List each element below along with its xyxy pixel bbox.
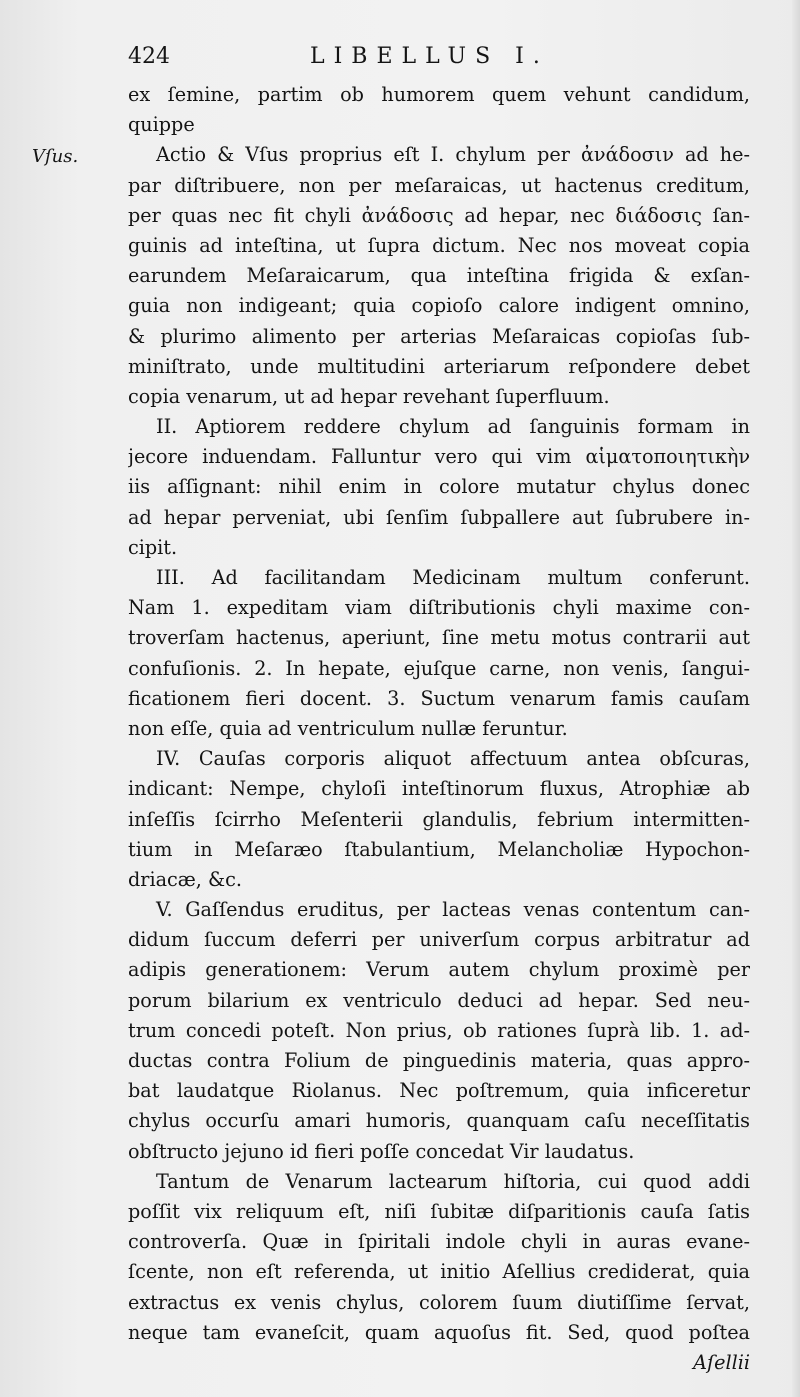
text-line: V. Gaſſendus eruditus, per lacteas venas contentum can- [156,898,750,922]
text-line: & plurimo alimento per arterias Meſaraicas copioſas ſub- [128,324,750,348]
text-line: controverſa. Quæ in ſpiritali indole chyli in auras evane- [128,1230,750,1254]
text-line: extractus ex venis chylus, colorem ſuum diutiſſime ſervat, [128,1290,750,1314]
text-line: guinis ad inteſtina, ut ſupra dictum. Nec nos moveat copia [128,233,750,257]
text-line: didum ſuccum deferri per univerſum corpus arbitratur ad [128,928,750,952]
text-line: porum bilarium ex ventriculo deduci ad hepar. Sed neu- [128,988,750,1012]
text-line: quippe [128,113,195,137]
text-line: earundem Meſaraicarum, qua inteſtina frigida & exſan- [128,264,750,288]
text-line: per quas nec fit chyli ἀνάδοσις ad hepar, nec διάδοσις ſan- [128,203,750,227]
page-edge [792,0,800,1397]
text-line: Tantum de Venarum lactearum hiſtoria, cui quod addi [156,1169,750,1193]
text-line: jecore induendam. Falluntur vero qui vim αἱματοποιητικὴν [128,445,750,469]
text-line: obſtructo jejuno id fieri poſſe concedat Vir laudatus. [128,1139,635,1163]
margin-note: Vſus. [32,146,79,167]
text-line: bat laudatque Riolanus. Nec poſtremum, quia inficeretur [128,1079,750,1103]
text-line: confuſionis. 2. In hepate, ejuſque carne, non venis, ſangui- [128,656,750,680]
text-line: ſcente, non eſt referenda, ut initio Aſellius crediderat, quia [128,1260,750,1284]
text-line: II. Aptiorem reddere chylum ad ſanguinis formam in [156,415,750,439]
text-line: Actio & Vſus proprius eſt I. chylum per ἀνάδοσιν ad he- [156,143,750,167]
text-line: ductas contra Folium de pinguedinis materia, quas appro- [128,1049,750,1072]
text-line: poſſit vix reliquum eſt, niſi ſubitæ diſparitionis cauſa ſatis [128,1199,750,1223]
text-line: driacæ, &c. [128,867,242,891]
text-line: neque tam evaneſcit, quam aquoſus fit. Sed, quod poſtea [128,1320,750,1344]
text-line: ficationem fieri docent. 3. Suctum venarum famis cauſam [128,686,750,710]
text-line: adipis generationem: Verum autem chylum proximè per [128,958,750,982]
text-line: ad hepar perveniat, ubi ſenſim ſubpallere aut ſubrubere in- [128,505,750,529]
text-line: III. Ad facilitandam Medicinam multum conferunt. [156,566,750,589]
text-line: indicant: Nempe, chyloſi inteſtinorum fluxus, Atrophiæ ab [128,777,750,801]
text-line: troverſam hactenus, aperiunt, ſine metu motus contrarii aut [128,626,750,650]
text-line: par diſtribuere, non per meſaraicas, ut hactenus creditum, [128,173,750,197]
text-line: cipit. [128,535,178,559]
page-number: 424 [128,44,170,69]
catchword: Aſellii [693,1350,750,1374]
text-line: guia non indigeant; quia copioſo calore indigent omnino, [128,294,750,318]
text-line: miniſtrato, unde multitudini arteriarum reſpondere debet [128,354,750,378]
running-head [128,44,748,74]
body-text [128,80,750,1378]
text-line: iis aſſignant: nihil enim in colore mutatur chylus donec [128,475,750,499]
text-line: IV. Cauſas corporis aliquot affectuum antea obſcuras, [156,747,750,771]
text-line: tium in Meſaræo ſtabulantium, Melancholiæ Hypochon- [128,837,750,861]
text-line: trum concedi poteſt. Non prius, ob rationes ſuprà lib. 1. ad- [128,1018,750,1042]
text-line: inſeſſis ſcirrho Meſenterii glandulis, febrium intermitten- [128,807,750,831]
text-line: non eſſe, quia ad ventriculum nullæ feruntur. [128,716,568,740]
text-line: copia venarum, ut ad hepar revehant ſuperfluum. [128,384,610,408]
text-line: ex ſemine, partim ob humorem quem vehunt candidum, [128,83,750,106]
text-line: chylus occurſu amari humoris, quanquam caſu neceſſitatis [128,1109,750,1133]
text-line: Nam 1. expeditam viam diſtributionis chyli maxime con- [128,596,750,620]
running-title: LIBELLUS I. [310,44,549,69]
